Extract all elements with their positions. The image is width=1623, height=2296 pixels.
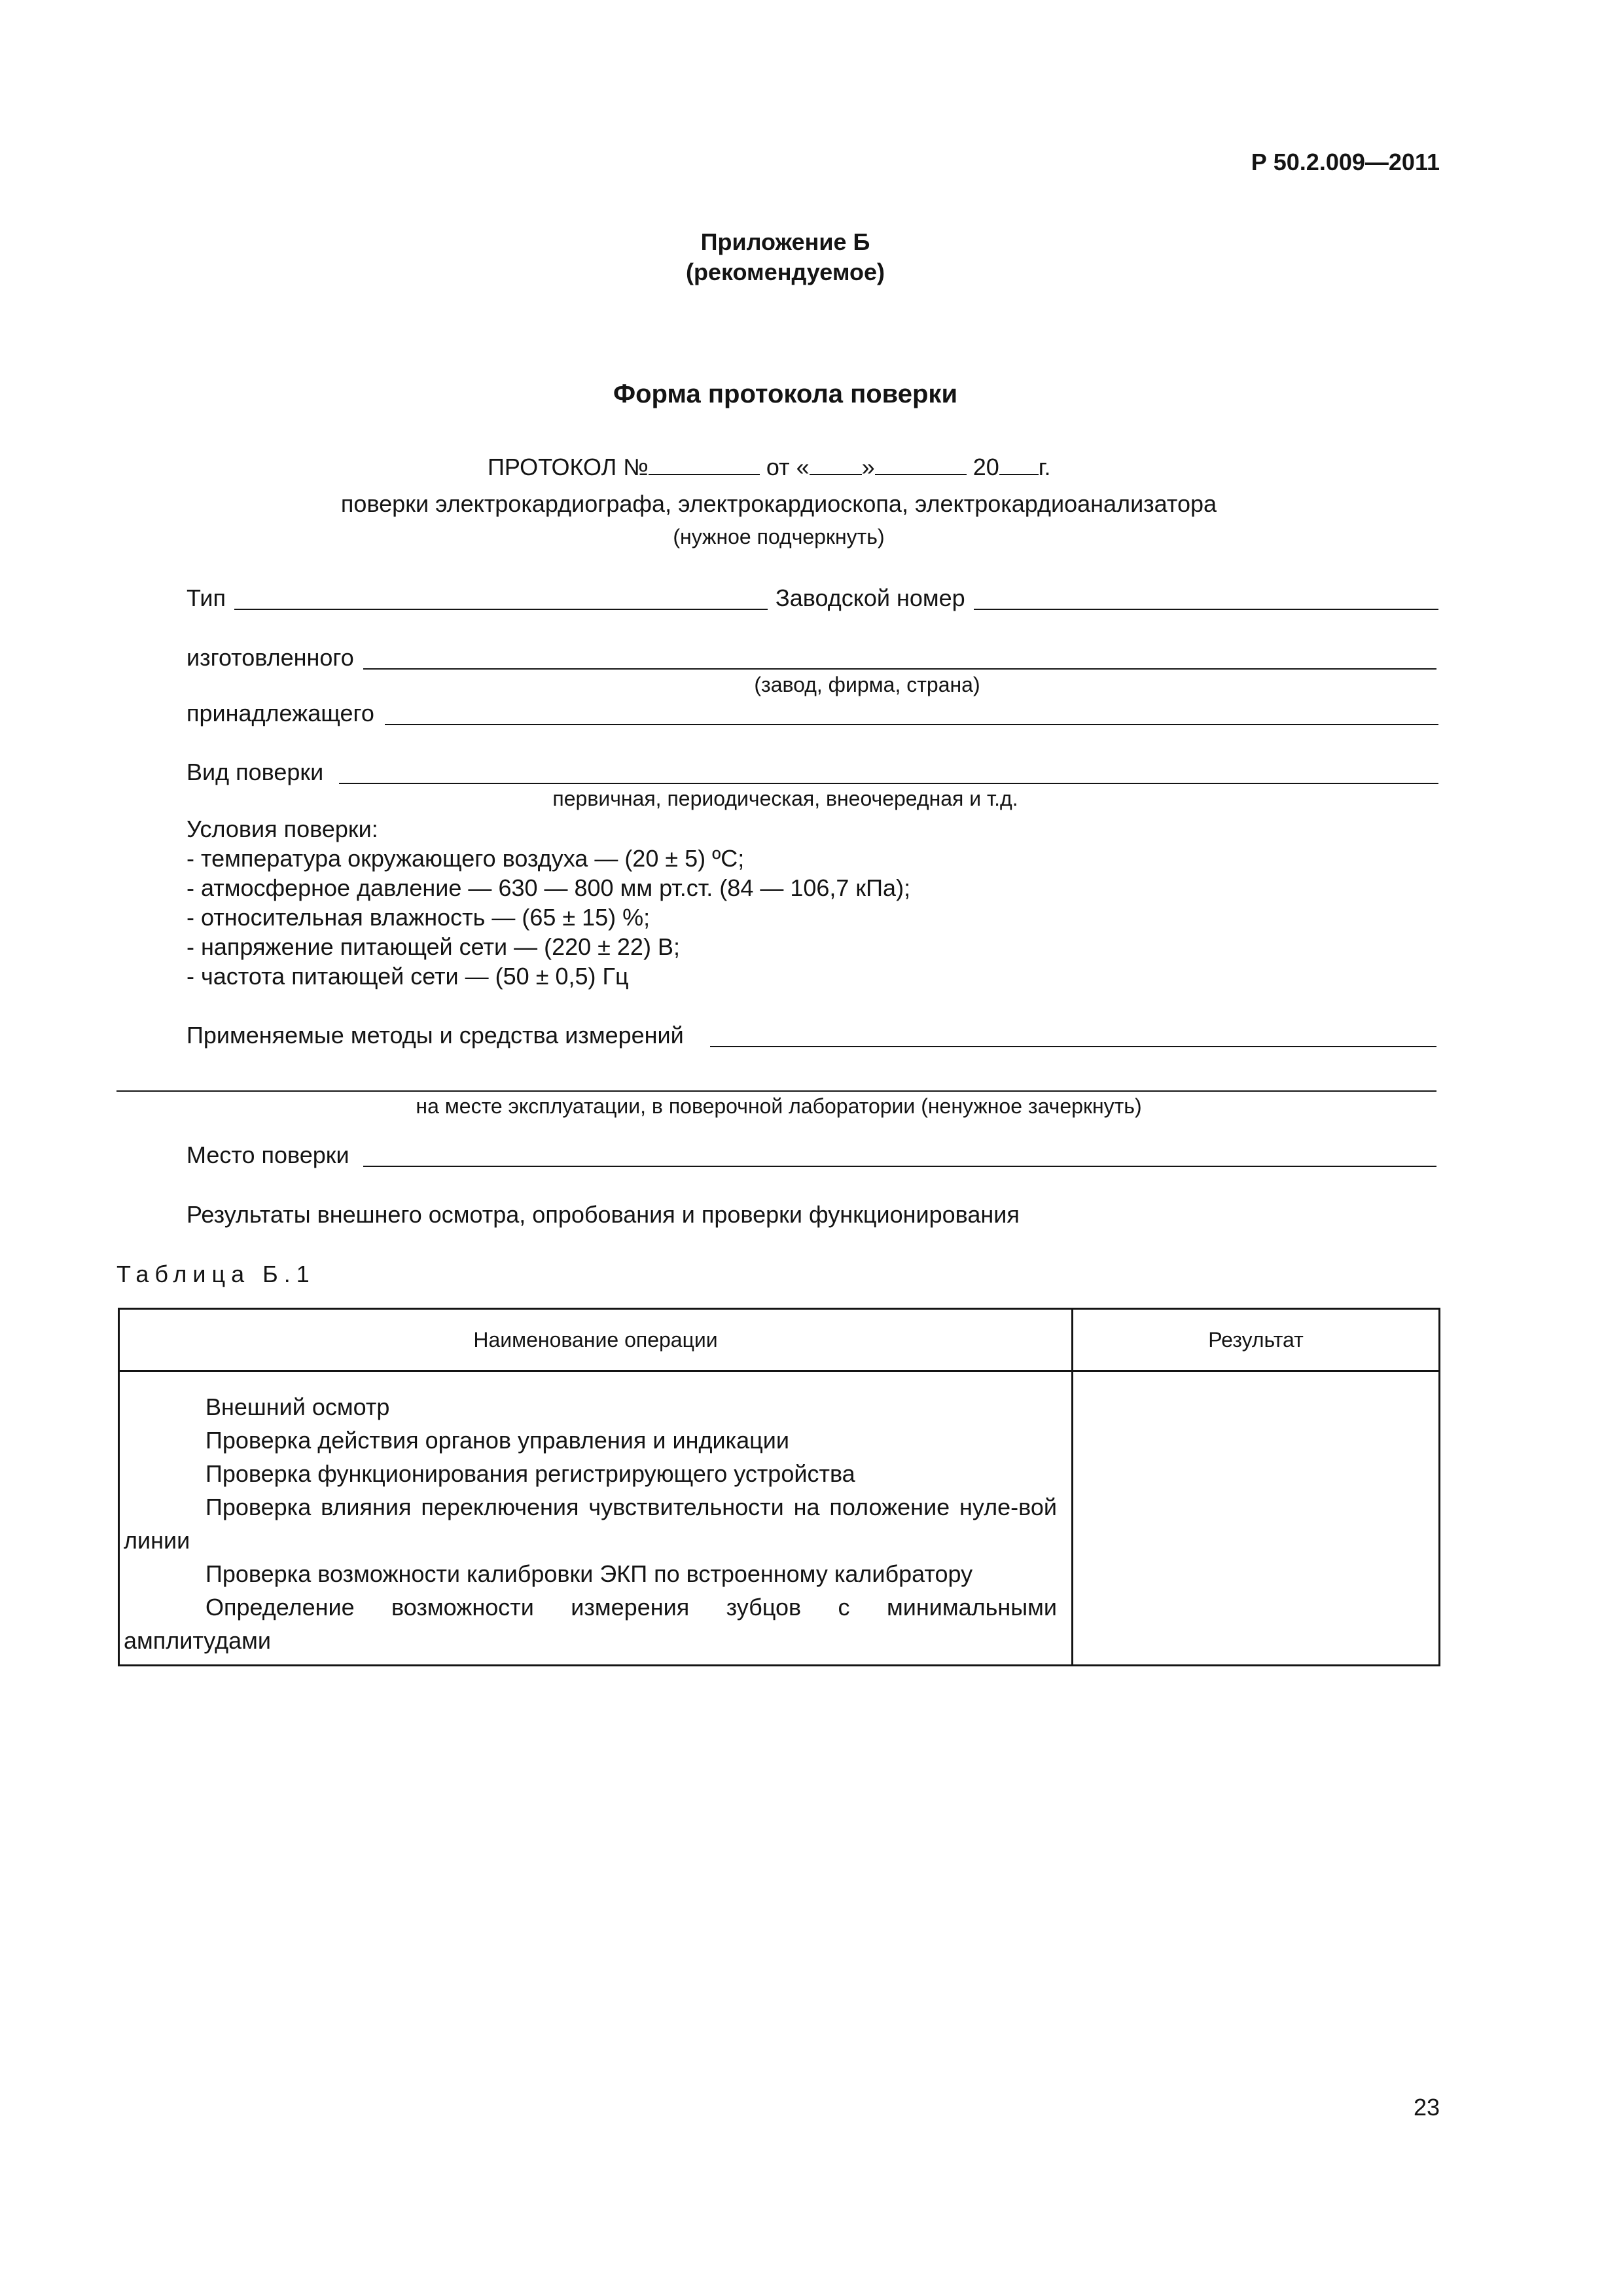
protocol-month-blank bbox=[875, 452, 967, 475]
manufactured-field-line bbox=[363, 668, 1436, 670]
methods-field-line bbox=[710, 1046, 1436, 1047]
operations-cell bbox=[119, 1371, 1073, 1666]
operation-item: Определение возможности измерения зубцов с минимальными амплитудами bbox=[124, 1594, 1057, 1654]
header-operation-name: Наименование операции bbox=[119, 1309, 1073, 1371]
methods-field-line-2 bbox=[116, 1090, 1436, 1092]
owner-field-line bbox=[385, 724, 1438, 725]
condition-item: - частота питающей сети — (50 ± 0,5) Гц bbox=[187, 963, 629, 990]
verification-kind-hint: первичная, периодическая, внеочередная и т.д. bbox=[552, 787, 1018, 810]
protocol-year-suffix: г. bbox=[1038, 454, 1051, 480]
table-row bbox=[119, 1371, 1440, 1666]
operations-table bbox=[118, 1308, 1440, 1666]
operation-item: Проверка действия органов управления и индикации bbox=[205, 1427, 790, 1454]
methods-label: Применяемые методы и средства измерений bbox=[187, 1022, 684, 1049]
verification-kind-label: Вид поверки bbox=[187, 759, 324, 785]
condition-item: - температура окружающего воздуха — (20 ± 5) ºС; bbox=[187, 845, 745, 872]
operation-item: Проверка возможности калибровки ЭКП по встроенному калибратору bbox=[205, 1560, 973, 1587]
serial-number-field-line bbox=[974, 609, 1438, 610]
form-title: Форма протокола поверки bbox=[613, 380, 958, 408]
type-label: Тип bbox=[187, 584, 226, 611]
protocol-number-label: ПРОТОКОЛ № bbox=[488, 454, 649, 480]
protocol-quote-close: » bbox=[861, 454, 875, 480]
table-caption: Таблица Б.1 bbox=[116, 1261, 315, 1287]
owner-label: принадлежащего bbox=[187, 700, 374, 726]
protocol-from-label: от « bbox=[766, 454, 810, 480]
serial-number-label: Заводской номер bbox=[776, 584, 965, 611]
place-label: Место поверки bbox=[187, 1141, 349, 1168]
header-result: Результат bbox=[1073, 1309, 1440, 1371]
condition-item: - атмосферное давление — 630 — 800 мм рт.ст. (84 — 106,7 кПа); bbox=[187, 874, 911, 901]
condition-item: - напряжение питающей сети — (220 ± 22) В; bbox=[187, 933, 680, 960]
verification-kind-field-line bbox=[339, 783, 1438, 784]
operation-item: Проверка влияния переключения чувствительности на положение нуле-вой линии bbox=[124, 1494, 1057, 1554]
protocol-year-prefix: 20 bbox=[972, 454, 999, 480]
results-label: Результаты внешнего осмотра, опробования и проверки функционирования bbox=[187, 1201, 1020, 1228]
protocol-subject: поверки электрокардиографа, электрокардиоскопа, электрокардиоанализатора bbox=[340, 490, 1217, 517]
condition-item: - относительная влажность — (65 ± 15) %; bbox=[187, 904, 651, 931]
protocol-year-blank bbox=[999, 452, 1039, 475]
protocol-day-blank bbox=[810, 452, 862, 475]
protocol-number-blank bbox=[649, 452, 760, 475]
manufactured-hint: (завод, фирма, страна) bbox=[754, 673, 980, 696]
place-field-line bbox=[363, 1166, 1436, 1167]
document-code: Р 50.2.009—2011 bbox=[1251, 149, 1440, 175]
result-cell bbox=[1073, 1371, 1440, 1666]
operation-item: Проверка функционирования регистрирующего устройства bbox=[205, 1460, 855, 1487]
type-field-line bbox=[234, 609, 768, 610]
table-header-row bbox=[119, 1309, 1440, 1371]
protocol-subject-hint: (нужное подчеркнуть) bbox=[673, 525, 885, 548]
appendix-note: (рекомендуемое) bbox=[686, 259, 885, 285]
appendix-title: Приложение Б bbox=[700, 228, 870, 255]
protocol-line bbox=[488, 452, 1051, 482]
conditions-heading: Условия поверки: bbox=[187, 816, 378, 842]
operation-item: Внешний осмотр bbox=[205, 1393, 390, 1420]
manufactured-label: изготовленного bbox=[187, 644, 354, 671]
page-number: 23 bbox=[1413, 2094, 1440, 2121]
methods-hint: на месте эксплуатации, в поверочной лаборатории (ненужное зачеркнуть) bbox=[416, 1094, 1142, 1118]
